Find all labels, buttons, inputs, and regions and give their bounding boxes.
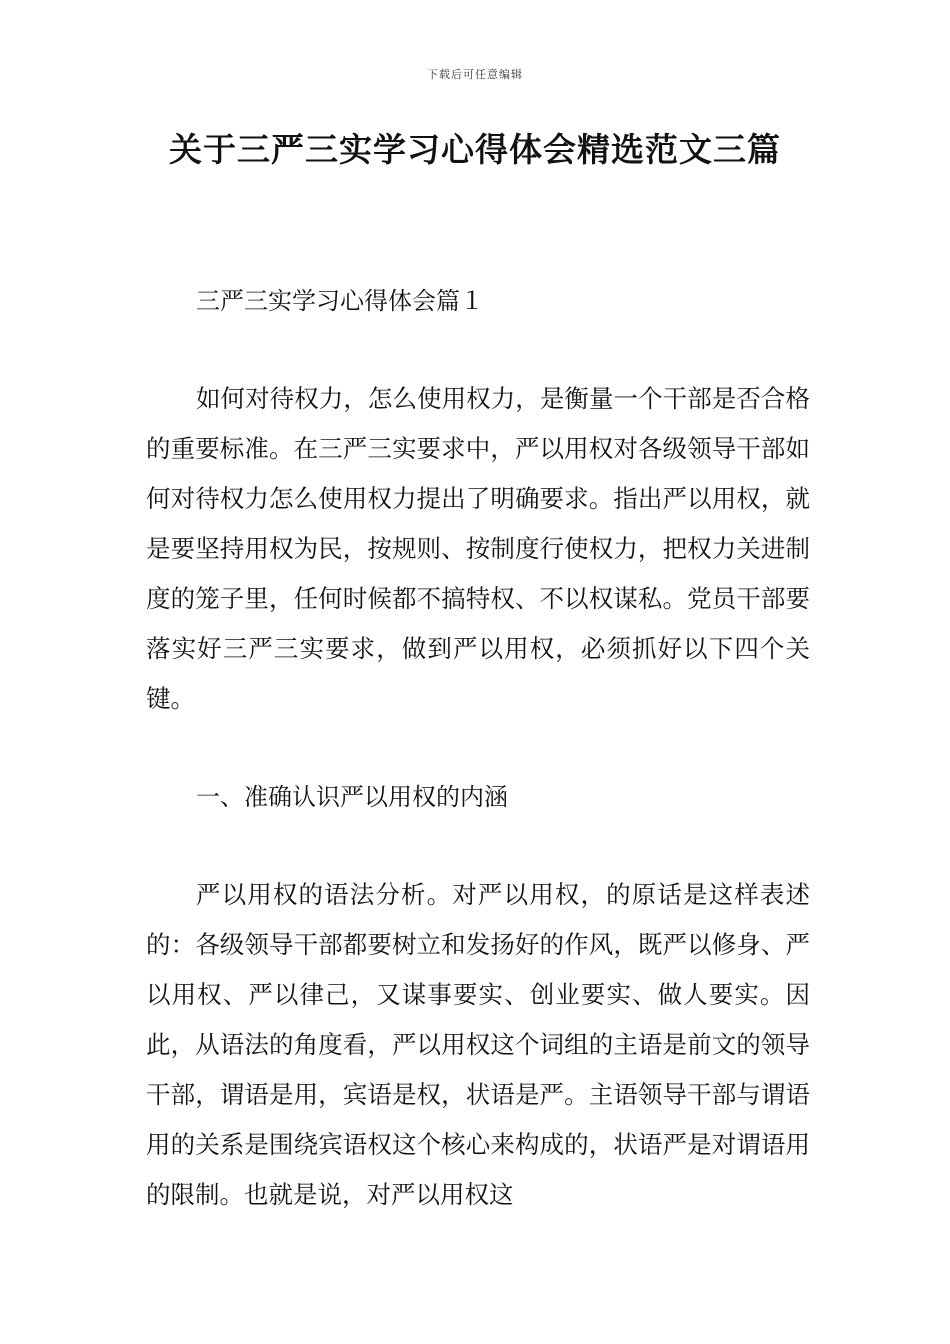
section-heading: 三严三实学习心得体会篇１ bbox=[196, 287, 484, 315]
subheading-1: 一、准确认识严以用权的内涵 bbox=[196, 783, 508, 811]
paragraph-1: 如何对待权力，怎么使用权力，是衡量一个干部是否合格的重要标准。在三严三实要求中，严以用权对各级领导干部如何对待权力怎么使用权力提出了明确要求。指出严以用权，就是要坚持用权为民，按规则、按制度行使权力，把权力关进制度的笼子里，任何时候都不搞特权、不以权谋私。党员干部要落实好三严三实要求，做到严以用权，必须抓好以下四个关键。 bbox=[146, 384, 810, 713]
paragraph-2: 严以用权的语法分析。对严以用权，的原话是这样表述的：各级领导干部都要树立和发扬好的作风，既严以修身、严以用权、严以律己，又谋事要实、创业要实、做人要实。因此，从语法的角度看，严以用权这个词组的主语是前文的领导干部，谓语是用，宾语是权，状语是严。主语领导干部与谓语用的关系是围绕宾语权这个核心来构成的，状语严是对谓语用的限制。也就是说，对严以用权这 bbox=[146, 880, 810, 1209]
document-title: 关于三严三实学习心得体会精选范文三篇 bbox=[169, 130, 781, 169]
header-note: 下载后可任意编辑 bbox=[427, 68, 523, 81]
